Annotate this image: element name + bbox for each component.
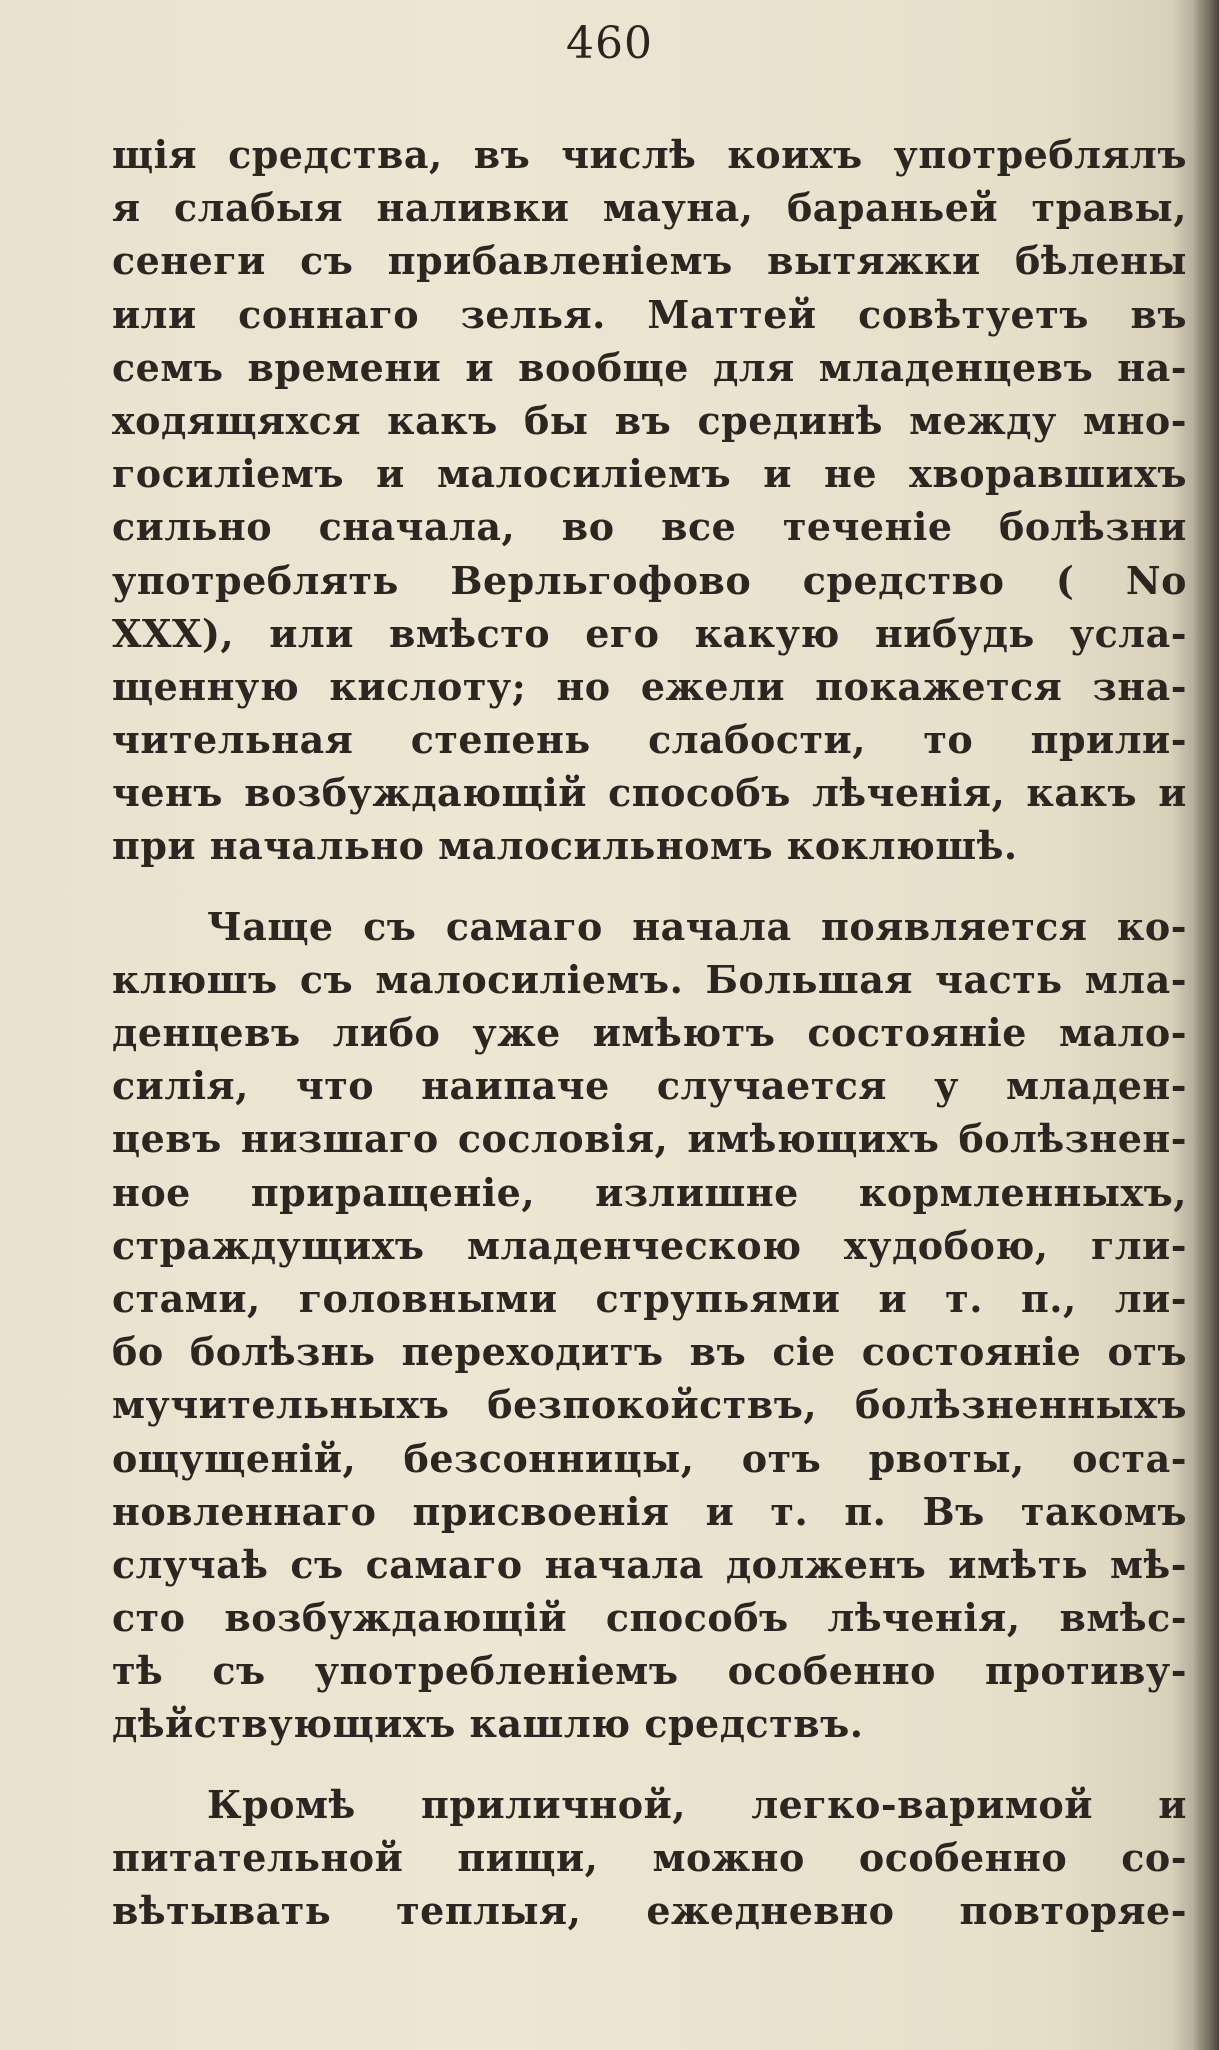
text-line: мучительныхъ безпокойствъ, болѣзненныхъ [112,1382,1187,1428]
text-line: Чаще съ самаго начала появляется ко- [207,903,1187,949]
text-line: сильно сначала, во все теченіе болѣзни [112,504,1187,550]
page-number: 460 [566,18,653,69]
paragraph-1 [112,128,1187,873]
text-line: госиліемъ и малосиліемъ и не хворавшихъ [112,451,1187,497]
paragraph-3 [112,1778,1187,1938]
text-line: бо болѣзнь переходитъ въ сіе состояніе отъ [112,1329,1187,1375]
paragraph-gap [112,873,1187,900]
text-line: питательной пищи, можно особенно со- [112,1834,1187,1880]
text-line: денцевъ либо уже имѣютъ состояніе мало- [112,1010,1187,1055]
page-edge-shadow [1193,0,1219,2050]
text-line: ное приращеніе, излишне кормленныхъ, [112,1169,1187,1215]
text-line: клюшъ съ малосиліемъ. Большая часть мла- [112,956,1187,1002]
text-line: тѣ съ употребленіемъ особенно противу- [112,1648,1187,1694]
text-line: чительная степень слабости, то прили- [112,717,1187,763]
text-line: новленнаго присвоенія и т. п. Въ такомъ [112,1488,1187,1534]
paragraph-2 [112,900,1187,1751]
body-text [112,128,1187,1937]
text-line: ощущеній, безсонницы, отъ рвоты, оста- [112,1435,1187,1481]
text-line: страждущихъ младенческою худобою, гли- [112,1222,1187,1268]
text-line: щенную кислоту; но ежели покажется зна- [112,663,1187,709]
text-line: стами, головными струпьями и т. п., ли- [112,1275,1187,1321]
text-line: семъ времени и вообще для младенцевъ на- [112,344,1187,390]
text-line: при начально малосильномъ коклюшѣ. [112,823,1018,869]
text-line: я слабыя наливки мауна, бараньей травы, [112,185,1187,231]
paragraph-gap [112,1751,1187,1778]
text-line: щія средства, въ числѣ коихъ употреблялъ [112,132,1187,177]
text-line: или соннаго зелья. Маттей совѣтуетъ въ [112,291,1187,337]
text-line: цевъ низшаго сословія, имѣющихъ болѣзнен- [112,1116,1187,1162]
text-line: XXX), или вмѣсто его какую нибудь усла- [112,610,1187,656]
text-line: силія, что наипаче случается у младен- [112,1063,1187,1109]
text-line: дѣйствующихъ кашлю средствъ. [112,1701,864,1747]
text-line: случаѣ съ самаго начала долженъ имѣть мѣ- [112,1541,1187,1587]
text-line: употреблять Верльгофово средство ( No [112,557,1187,603]
text-line: сто возбуждающій способъ лѣченія, вмѣс- [112,1595,1187,1641]
text-line: Кромѣ приличной, легко-варимой и [207,1781,1187,1827]
text-line: вѣтывать теплыя, ежедневно повторяе- [112,1888,1187,1933]
text-line: ходящяхся какъ бы въ срединѣ между мно- [112,397,1187,443]
text-line: ченъ возбуждающій способъ лѣченія, какъ и [112,770,1187,816]
text-line: сенеги съ прибавленіемъ вытяжки бѣлены [112,238,1187,284]
